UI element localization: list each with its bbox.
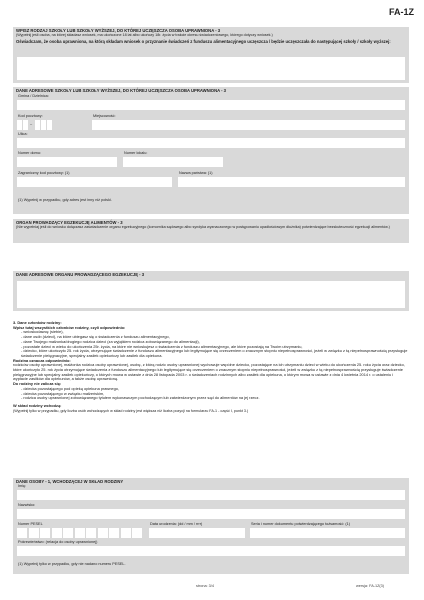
school-section-title: WPISZ RODZAJ SZKOŁY LUB SZKOŁY WYŻSZEJ, DO KTÓREJ UCZĘSZCZA OSOBA UPRAWNIONA - 3 (16, 28, 221, 33)
city-field[interactable] (92, 120, 405, 130)
surname-label: Nazwisko: (18, 503, 36, 507)
postal-code-cell[interactable] (47, 120, 52, 130)
school-address-section (13, 87, 409, 214)
house-number-field[interactable] (17, 157, 117, 167)
pesel-digit-cell[interactable] (17, 528, 27, 538)
id-document-field[interactable] (250, 528, 405, 538)
school-section-note: (Wypełnij jeśli osoba, na której składasz wniosek, ma ukończone 18 lat albo ukończy 18r. życia w trakcie okresu świadczeniowego, którego dotyczy wniosek.) (16, 33, 273, 38)
organ-address-title: DANE ADRESOWE ORGANU PROWADZĄCEGO EGZEKUCJĘ - 3 (16, 272, 145, 277)
school-address-title: DANE ADRESOWE SZKOŁY LUB SZKOŁY WYŻSZEJ, DO KTÓREJ UCZĘSZCZA OSOBA UPRAWNIONA - 3 (16, 88, 227, 93)
school-type-field[interactable] (17, 57, 405, 80)
pesel-digit-cell[interactable] (63, 528, 73, 538)
family-section (13, 321, 409, 413)
foreign-postal-label: Zagraniczny kod pocztowy: (1) (18, 171, 70, 175)
person-section (13, 478, 409, 574)
birth-date-field[interactable] (149, 528, 245, 538)
family-exclusion-heading: Do rodziny nie zalicza się: (13, 381, 62, 387)
family-item: - dane osób (dzieci), na które ubiegasz się o świadczenia z funduszu alimentacyjnego, (21, 334, 170, 340)
family-item: - wnioskodawcę (siebie), (21, 329, 64, 335)
organ-address-field[interactable] (17, 281, 405, 308)
flat-number-label: Numer lokalu: (124, 151, 148, 155)
pesel-digit-cell[interactable] (29, 528, 39, 538)
postal-code-label: Kod pocztowy: (18, 114, 43, 118)
birth-date-label: Data urodzenia: (dd / mm / rrrr) (150, 522, 203, 526)
relation-field[interactable] (17, 546, 405, 556)
pesel-digit-cell[interactable] (132, 528, 142, 538)
street-label: Ulica: (18, 132, 28, 136)
pesel-digit-cell[interactable] (75, 528, 85, 538)
address-footnote: (1) Wypełnij w przypadku, gdy adres jest inny niż polski. (18, 198, 112, 202)
relation-label: Pokrewieństwo: (relacja do osoby uprawnionej) (18, 540, 98, 544)
family-composition-heading: W skład rodziny wchodzą: (13, 402, 62, 408)
family-exclusion: - dziecka pozostającego pod opieką opiekuna prawnego, (21, 385, 119, 391)
family-item: - pozostałe dzieci w wieku do ukończenia 25r. życia, na które nie wnioskujesz o świadczenia z funduszu alimentacyjnego, ale które pozostają na Twoim utrzymaniu, (21, 343, 303, 349)
country-field[interactable] (178, 177, 405, 187)
family-definition-heading: Rodzina oznacza odpowiednio: (13, 357, 71, 363)
organ-section-title: ORGAN PROWADZĄCY EGZEKUCJĘ ALIMENTÓW - 3 (16, 220, 123, 225)
organ-section (13, 219, 409, 243)
pesel-digit-cell[interactable] (52, 528, 62, 538)
family-item: - dane Twojego małżonka/drugiego rodzica dzieci (za wyjątkiem rodzica zobowiązanego do alimentacji), (21, 338, 200, 344)
pesel-digit-cell[interactable] (121, 528, 131, 538)
pesel-digit-cell[interactable] (86, 528, 96, 538)
person-section-title: DANE OSOBY - 1, WCHODZĄCEJ W SKŁAD RODZINY (16, 479, 124, 484)
pesel-digit-cell[interactable] (40, 528, 50, 538)
pesel-digit-cell[interactable] (98, 528, 108, 538)
family-composition-note: (Wypełnij tylko w przypadku, gdy liczba osób wchodzących w skład rodziny jest większa niż liczba pozycji na formularzu FA-1 - część I, punkt 3.) (13, 408, 249, 413)
school-declaration: Oświadczam, że osoba uprawniona, na którą składam wniosek o przyznanie świadczeń z funduszu alimentacyjnego uczęszcza / będzie uczęszczała do następującej szkoły / szkoły wyższej: (16, 38, 391, 44)
pesel-label: Numer PESEL (18, 522, 43, 526)
page-number: strona: 3/4 (196, 584, 214, 588)
family-exclusion: - dziecka pozostającego w związku małżeńskim, (21, 390, 105, 396)
first-name-field[interactable] (17, 490, 405, 500)
organ-field[interactable] (17, 243, 405, 261)
form-code: FA-1Z (388, 7, 414, 17)
postal-code-cell[interactable] (35, 120, 40, 130)
family-definition-text: rodziców osoby uprawnionej, małżonka rodzica osoby uprawnionej, osobę, z którą rodzic osoby uprawnionej wychowuje wspólne dziecko, pozostające na ich utrzymaniu dzieci w wieku do ukończenia 25. roku życia oraz dziecko, które ukończyło 25. rok życia otrzymujące świadczenia z funduszu alimentacyjnego lub legitymujące się orzeczeniem o znacznym stopniu niepełnosprawności, jeżeli w związku z tą niepełnosprawnością przysługuje świadczenie pielęgnacyjne lub specjalny zasiłek opiekuńczy, o których mowa w ustawie z dnia 28 listopada 2003 r. o świadczeniach rodzinnych albo zasiłek dla opiekuna, o którym mowa w ustawie z dnia 4 kwietnia 2014 r. o ustaleniu i wypłacie zasiłków dla opiekunów, a także osobę uprawnioną. (13, 362, 405, 382)
street-field[interactable] (17, 138, 405, 148)
postal-code-cell[interactable] (41, 120, 46, 130)
form-version: wersja: FA-1Z(3) (356, 584, 385, 588)
postal-code-dash: – (30, 122, 33, 126)
first-name-label: Imię: (18, 484, 27, 488)
organ-section-note: (Nie wypełniaj jeśli do wniosku dołączasz zaświadczenie organu egzekucyjnego (komornika sądowego albo syndyka wyznaczonego w postępowaniu upadłościowym dłużnika) potwierdzające bezskuteczność egzekucji alimentów.) (16, 225, 390, 230)
family-exclusion: - rodzica osoby uprawnionej zobowiązanego tytułem wykonawczym pochodzącym lub zatwierdzonym przez sąd do alimentów na jej rzecz. (21, 395, 260, 401)
postal-code-cell[interactable] (23, 120, 28, 130)
postal-code-cell[interactable] (17, 120, 22, 130)
family-list-heading: Wpisz tutaj wszystkich członków rodziny, czyli odpowiednio: (13, 324, 126, 330)
school-section (13, 27, 409, 83)
organ-address-section (13, 271, 409, 311)
family-item: - dziecko, które ukończyło 25. rok życia, otrzymujące świadczenie z funduszu alimentacyjnego lub legitymujące się orzeczeniem o znacznym stopniu niepełnosprawności, jeżeli w związku z tą niepełnosprawnością przysługuje świadczenie pielęgnacyjne, specjalny zasiłek opiekuńczy lub zasiłek dla opiekuna. (21, 348, 408, 358)
id-document-label: Seria i numer dokumentu potwierdzającego tożsamość: (1) (251, 522, 350, 526)
house-number-label: Numer domu: (18, 151, 42, 155)
person-footnote: (1) Wypełnij tylko w przypadku, gdy nie nadano numeru PESEL. (18, 562, 126, 566)
gmina-field[interactable] (17, 100, 405, 110)
surname-field[interactable] (17, 509, 405, 519)
gmina-label: Gmina / Dzielnica: (18, 94, 49, 98)
pesel-digit-cell[interactable] (109, 528, 119, 538)
family-heading: 3. Dane członków rodziny: (13, 320, 62, 325)
country-label: Nazwa państwa: (1) (179, 171, 213, 175)
foreign-postal-field[interactable] (17, 177, 172, 187)
city-label: Miejscowość: (93, 114, 116, 118)
flat-number-field[interactable] (123, 157, 223, 167)
